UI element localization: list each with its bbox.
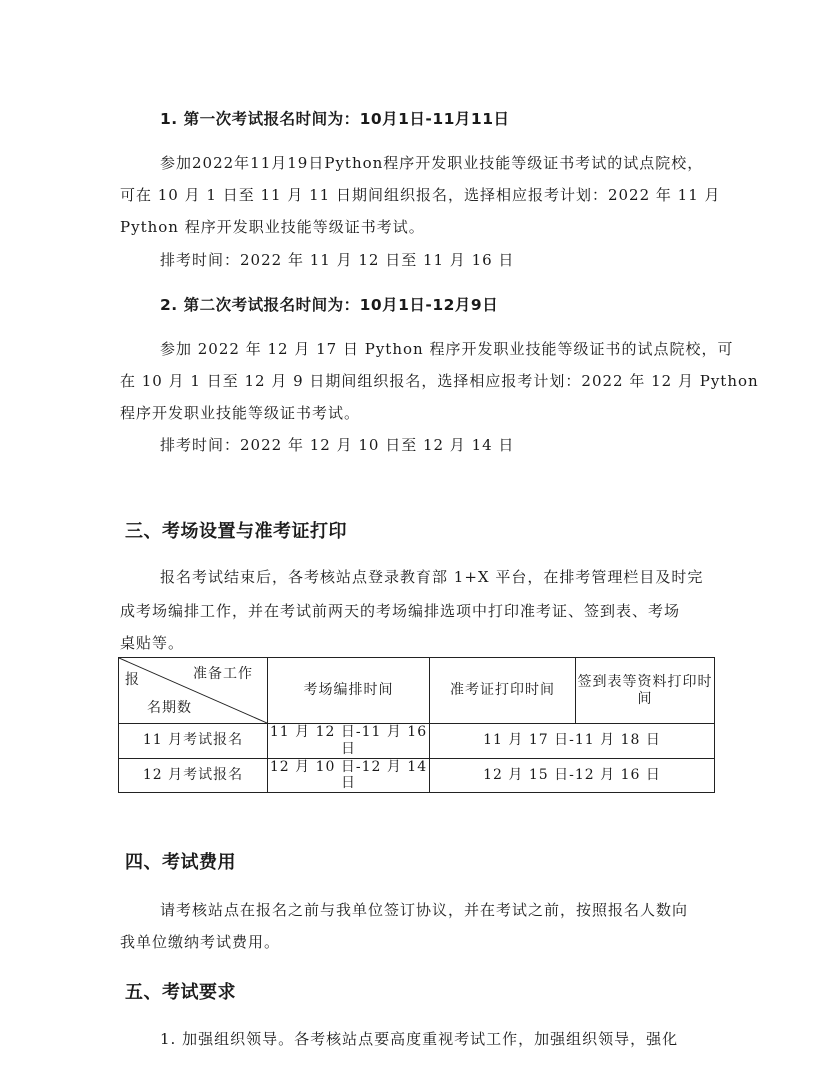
exam2-paragraph-line-2: 在 10 月 1 日至 12 月 9 日期间组织报名，选择相应报考计划：2022 年 12 月 Python [120, 372, 759, 390]
exam2-paragraph-line-3: 程序开发职业技能等级证书考试。 [120, 404, 361, 422]
corner-label-bao: 报 [125, 672, 140, 688]
table-row [119, 724, 715, 759]
row1-arrange-time: 11 月 12 日-11 月 16 日 [268, 724, 430, 759]
header-arrange-time: 考场编排时间 [268, 658, 430, 724]
exam2-registration-heading: 2. 第二次考试报名时间为：10月1日-12月9日 [160, 296, 499, 314]
row1-print-time: 11 月 17 日-11 月 18 日 [430, 724, 715, 759]
corner-label-period: 名期数 [147, 700, 192, 717]
section4-heading: 四、考试费用 [125, 852, 236, 873]
header-admission-print-time: 准考证打印时间 [430, 658, 576, 724]
table-header-row [119, 658, 715, 724]
exam2-schedule-time: 排考时间：2022 年 12 月 10 日至 12 月 14 日 [160, 436, 515, 454]
table-row [119, 758, 715, 793]
section4-paragraph-line-2: 我单位缴纳考试费用。 [120, 933, 281, 951]
section3-paragraph-line-3: 桌贴等。 [120, 634, 185, 652]
exam1-paragraph-line-2: 可在 10 月 1 日至 11 月 11 日期间组织报名，选择相应报考计划：2022 年 11 月 [120, 186, 721, 204]
section3-paragraph-line-1: 报名考试结束后，各考核站点登录教育部 1+X 平台，在排考管理栏目及时完 [160, 568, 704, 586]
row1-period: 11 月考试报名 [119, 724, 268, 759]
exam-preparation-table [118, 657, 715, 793]
row2-period: 12 月考试报名 [119, 758, 268, 793]
table-corner-cell [119, 658, 268, 724]
exam2-paragraph-line-1: 参加 2022 年 12 月 17 日 Python 程序开发职业技能等级证书的试点院校，可 [160, 340, 734, 358]
exam1-paragraph-line-1: 参加2022年11月19日Python程序开发职业技能等级证书考试的试点院校， [160, 154, 704, 172]
section4-paragraph-line-1: 请考核站点在报名之前与我单位签订协议，并在考试之前，按照报名人数向 [160, 901, 689, 919]
row2-arrange-time: 12 月 10 日-12 月 14 日 [268, 758, 430, 793]
section3-heading: 三、考场设置与准考证打印 [125, 521, 347, 542]
header-signin-print-time: 签到表等资料打印时间 [576, 658, 715, 724]
section5-heading: 五、考试要求 [125, 982, 236, 1003]
section5-paragraph-line-1: 1. 加强组织领导。各考核站点要高度重视考试工作，加强组织领导，强化 [160, 1030, 679, 1048]
exam1-schedule-time: 排考时间：2022 年 11 月 12 日至 11 月 16 日 [160, 251, 515, 269]
corner-label-work: 准备工作 [193, 666, 253, 682]
section3-paragraph-line-2: 成考场编排工作，并在考试前两天的考场编排选项中打印准考证、签到表、考场 [120, 602, 681, 620]
exam1-registration-heading: 1. 第一次考试报名时间为：10月1日-11月11日 [160, 110, 510, 128]
exam1-paragraph-line-3: Python 程序开发职业技能等级证书考试。 [120, 218, 425, 236]
row2-print-time: 12 月 15 日-12 月 16 日 [430, 758, 715, 793]
